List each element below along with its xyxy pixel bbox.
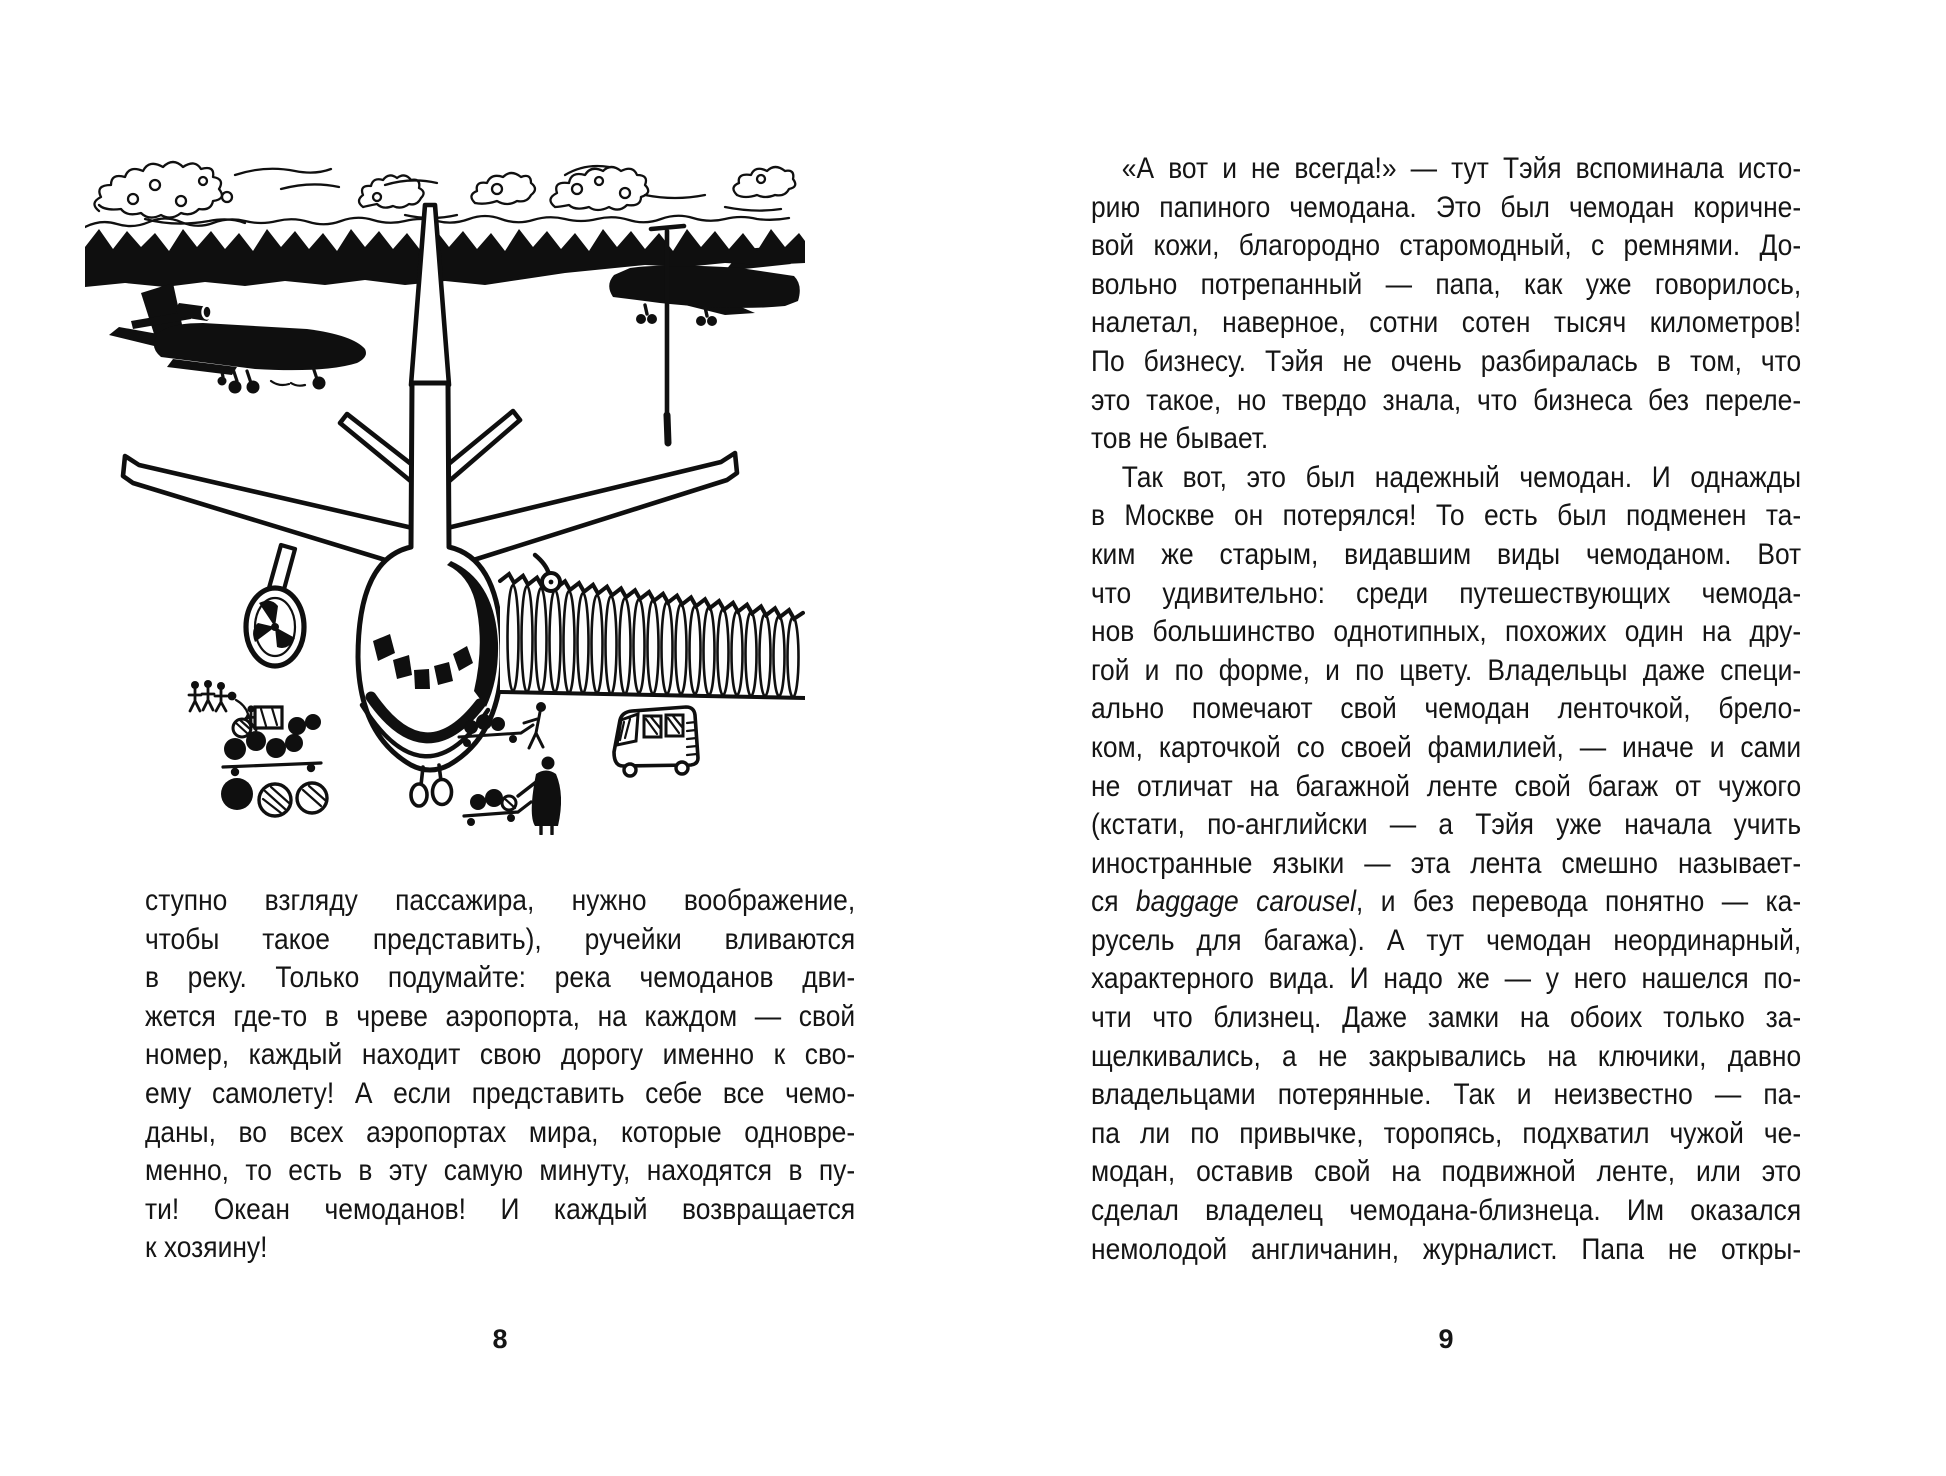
stabilizer-right <box>445 411 520 483</box>
text-line: что удивительно: среди путешествующих чемода- <box>1091 576 1802 610</box>
engine <box>246 545 304 666</box>
italic-line-post: , и без перевода понятно — ка- <box>1355 885 1802 919</box>
text-line: не отличат на багажной ленте свой багаж от чужого <box>1091 769 1802 803</box>
right-page-number: 9 <box>1438 1324 1454 1354</box>
right-paragraph-2b <box>1091 922 1801 1269</box>
text-line: модан, оставив свой на подвижной ленте, или это <box>1091 1155 1802 1189</box>
text-line: владельцами потерянные. Так и неизвестно — па- <box>1091 1078 1802 1112</box>
italic-line-pre: ся <box>1091 885 1136 919</box>
text-line: «А вот и не всегда!» — тут Тэйя вспоминала исто- <box>1121 152 1802 185</box>
right-paragraph-1 <box>1091 150 1801 459</box>
jet-bridge <box>500 574 805 698</box>
wing-left <box>123 456 417 569</box>
text-line: чти что близнец. Даже замки на обоих только за- <box>1091 1001 1802 1035</box>
text-line: к хозяину! <box>145 1231 268 1265</box>
italic-phrase: baggage carousel <box>1135 885 1356 919</box>
text-line: По бизнесу. Тэйя не очень разбиралась в том, что <box>1091 344 1802 378</box>
text-line: (кстати, по-английски — а Тэйя уже начала учить <box>1091 808 1802 842</box>
text-line: па ли по привычке, торопясь, подхватил чужой че- <box>1091 1116 1802 1150</box>
text-line: в Москве он потерялся! То есть был подменен та- <box>1091 499 1802 533</box>
text-line: жется где-то в чреве аэропорта, на каждом — свой <box>145 999 856 1033</box>
text-line: русель для багажа). А тут чемодан неординарный, <box>1091 923 1802 957</box>
text-line: это такое, но твердо знала, что бизнеса без переле- <box>1091 383 1802 417</box>
text-line: иностранные языки — эта лента смешно называет- <box>1091 846 1802 880</box>
left-page-text <box>145 882 855 1268</box>
stabilizer-left <box>340 414 415 483</box>
text-line: Так вот, это был надежный чемодан. И однажды <box>1121 460 1802 494</box>
airport-illustration <box>85 115 805 835</box>
wing-right <box>443 453 737 569</box>
text-line: менно, то есть в эту самую минуту, находятся в пу- <box>145 1154 856 1188</box>
shuttle-van <box>614 707 698 776</box>
airplane-silhouette-left <box>109 283 366 394</box>
tail-fin <box>411 205 449 385</box>
text-line: ально помечают свой чемодан ленточкой, брело- <box>1091 692 1802 726</box>
text-line: гой и по форме, и по цвету. Владельцы даже специ- <box>1091 653 1802 687</box>
text-line: щелкивались, а не закрывались на ключики, давно <box>1091 1039 1802 1073</box>
text-line: ти! Океан чемоданов! И каждый возвращается <box>145 1192 856 1226</box>
text-line: ким же старым, видавшим виды чемоданом. Вот <box>1091 537 1802 571</box>
text-line: даны, во всех аэропортах мира, которые одновре- <box>145 1115 856 1149</box>
text-line: ступно взгляду пассажира, нужно воображение, <box>145 884 856 917</box>
text-line: налетал, наверное, сотни сотен тысяч километров! <box>1091 306 1802 340</box>
text-line: тов не бывает. <box>1091 422 1269 456</box>
text-line: номер, каждый находит свою дорогу именно к сво- <box>145 1038 856 1072</box>
text-line: вольно потрепанный — папа, как уже говорилось, <box>1091 267 1802 301</box>
right-page-text <box>1091 150 1801 1269</box>
text-line: рию папиного чемодана. Это был чемодан коричне- <box>1091 190 1802 224</box>
text-line: чтобы такое представить), ручейки вливаются <box>145 922 856 956</box>
text-line: ему самолету! А если представить себе все чемо- <box>145 1076 856 1110</box>
text-line-italic <box>1091 883 1801 922</box>
left-page-number: 8 <box>492 1324 508 1354</box>
passenger-with-cart <box>464 757 561 835</box>
luggage-cart-train <box>221 692 327 816</box>
text-line: немолодой англичанин, журналист. Папа не откры- <box>1091 1232 1802 1266</box>
text-line: ком, карточкой со своей фамилией, — иначе и сами <box>1091 730 1802 764</box>
text-line: нов большинство однотипных, похожих один на дру- <box>1091 615 1802 649</box>
text-line: характерного вида. И надо же — у него нашелся по- <box>1091 962 1802 996</box>
right-paragraph-2a <box>1091 459 1801 884</box>
text-line: в реку. Только подумайте: река чемоданов дви- <box>145 961 856 995</box>
text-line: вой кожи, благородно старомодный, с ремнями. До- <box>1091 229 1802 263</box>
clouds <box>94 162 795 224</box>
text-line: сделал владелец чемодана-близнеца. Им оказался <box>1091 1194 1802 1228</box>
